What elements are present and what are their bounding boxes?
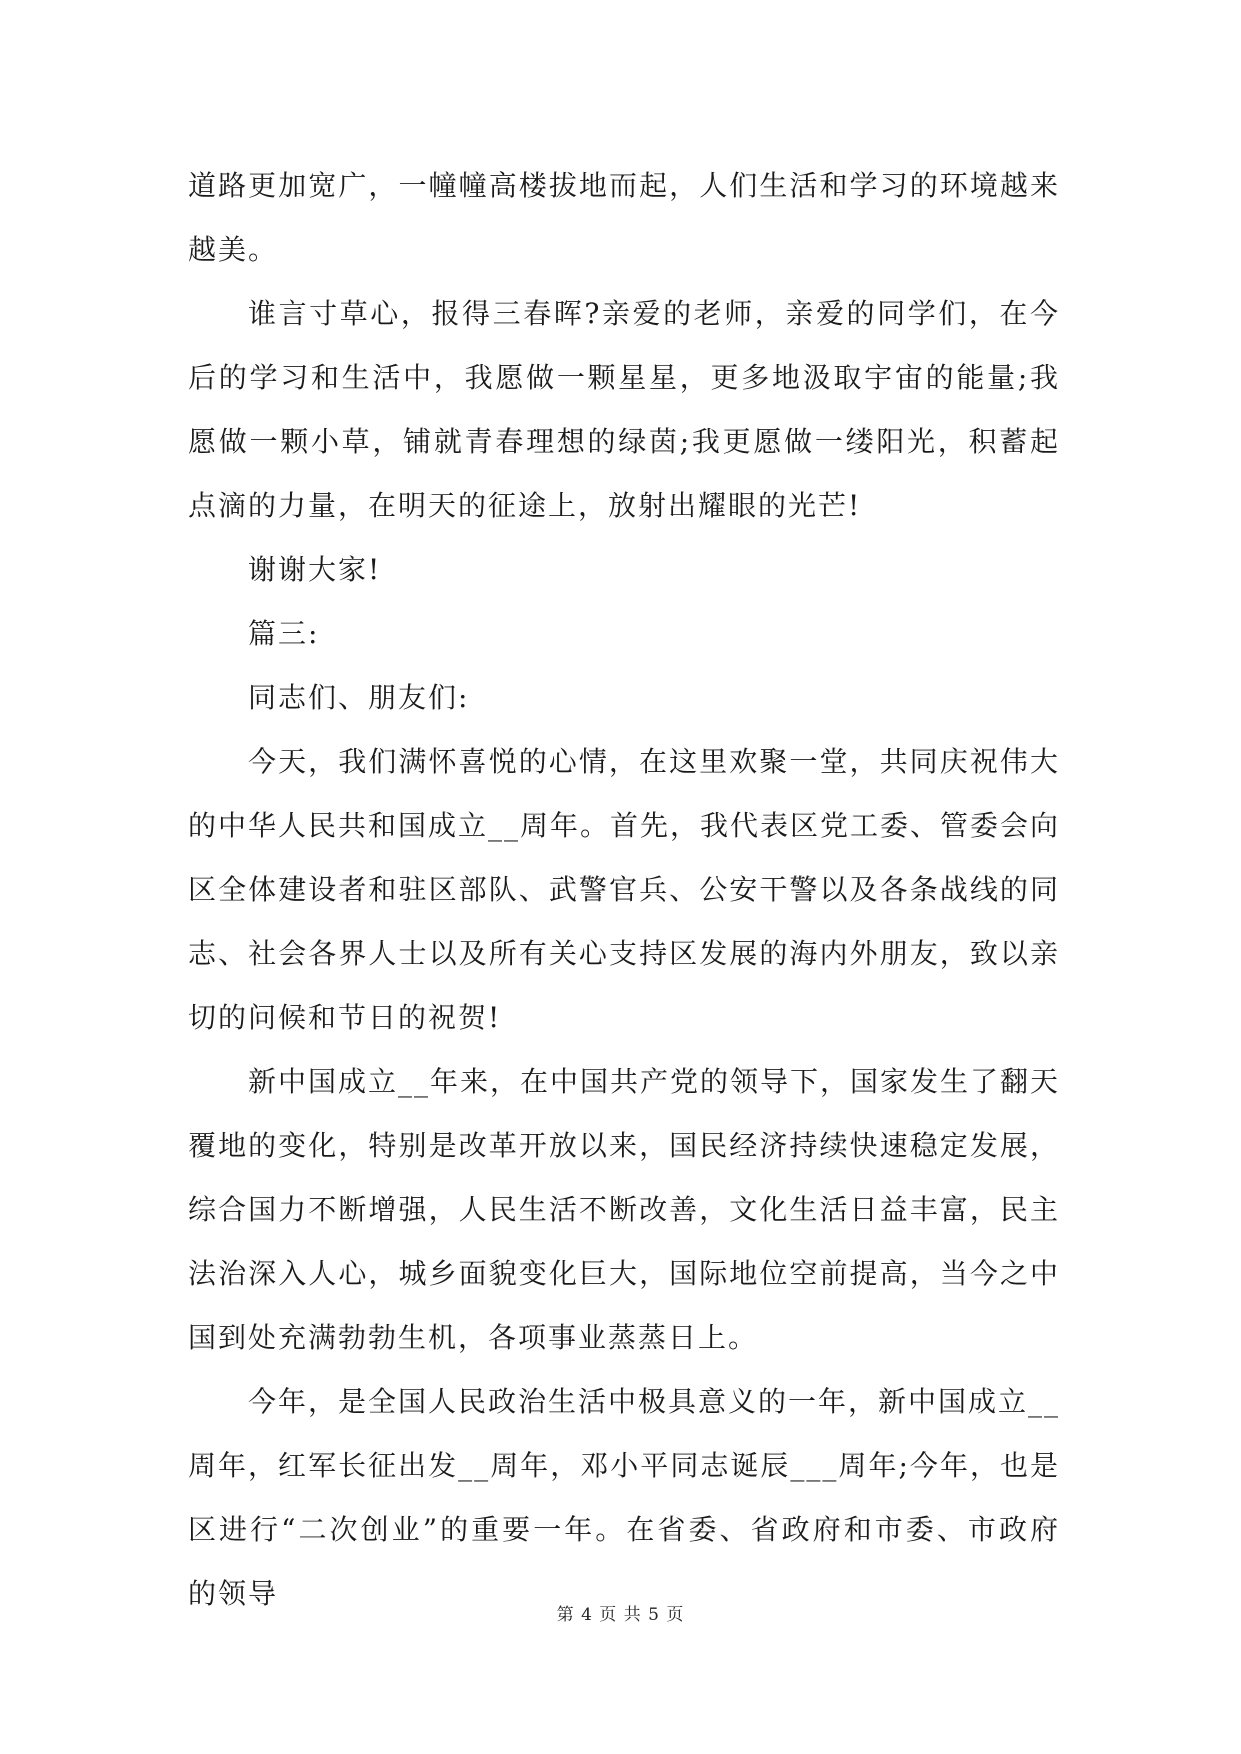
paragraph-1: 道路更加宽广，一幢幢高楼拔地而起，人们生活和学习的环境越来越美。: [188, 169, 1060, 266]
paragraph-3: 谢谢大家!: [248, 553, 382, 586]
paragraph-2: 谁言寸草心，报得三春晖?亲爱的老师，亲爱的同学们，在今后的学习和生活中，我愿做一颗星星，更多地汲取宇宙的能量;我愿做一颗小草，铺就青春理想的绿茵;我更愿做一缕阳光，积蓄起点滴的力量，在明天的征途上，放射出耀眼的光芒!: [188, 297, 1060, 522]
paragraph-7: 新中国成立__年来，在中国共产党的领导下，国家发生了翻天覆地的变化，特别是改革开放以来，国民经济持续快速稳定发展，综合国力不断增强，人民生活不断改善，文化生活日益丰富，民主法治深入人心，城乡面貌变化巨大，国际地位空前提高，当今之中国到处充满勃勃生机，各项事业蒸蒸日上。: [188, 1065, 1061, 1354]
paragraph-8: 今年，是全国人民政治生活中极具意义的一年，新中国成立__周年，红军长征出发__周年，邓小平同志诞辰___周年;今年，也是区进行“二次创业”的重要一年。在省委、省政府和市委、市政府的领导: [188, 1385, 1061, 1610]
page-footer: 第 4 页 共 5 页: [556, 1605, 685, 1625]
paragraph-6: 今天，我们满怀喜悦的心情，在这里欢聚一堂，共同庆祝伟大的中华人民共和国成立__周年。首先，我代表区党工委、管委会向区全体建设者和驻区部队、武警官兵、公安干警以及各条战线的同志、社会各界人士以及所有关心支持区发展的海内外朋友，致以亲切的问候和节日的祝贺!: [188, 745, 1061, 1034]
document-body: [188, 154, 1060, 1626]
section-heading: 篇三:: [248, 617, 320, 650]
salutation: 同志们、朋友们:: [248, 681, 470, 714]
